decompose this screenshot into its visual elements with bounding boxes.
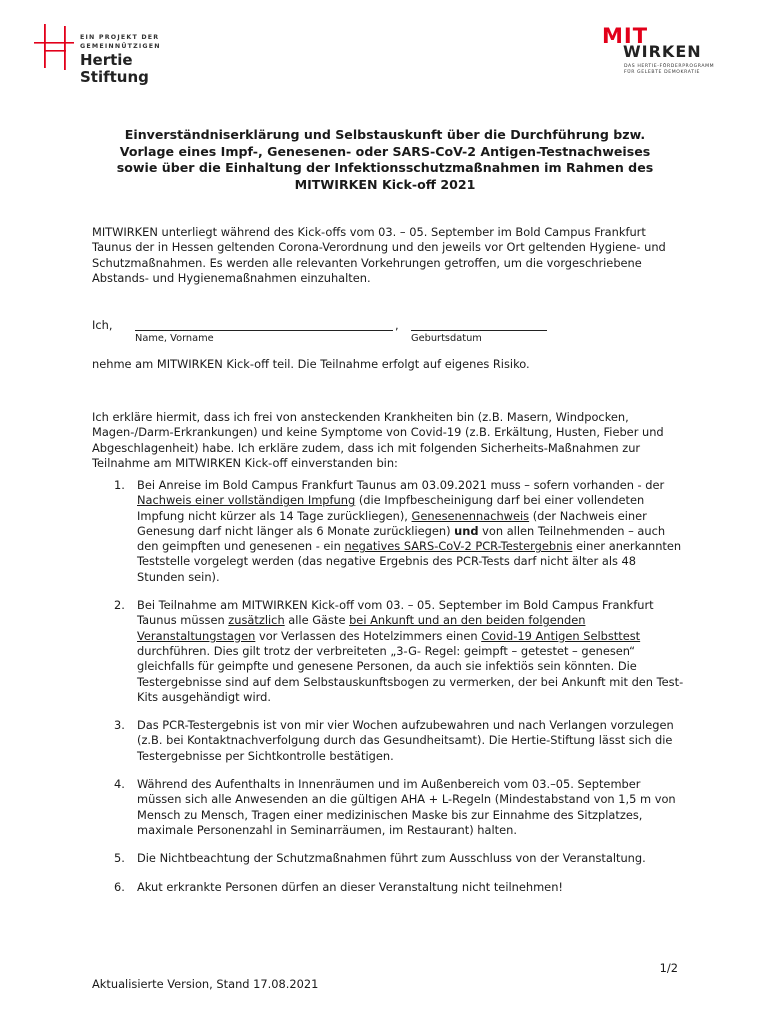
- mitwirken-logo-bottom: WIRKEN: [623, 42, 702, 61]
- underlined-text: bei Ankunft und an den beiden folgenden Veranstaltungstagen: [137, 613, 586, 643]
- condition-text: (die Impfbescheinigung darf bei einer vollendeten Impfung nicht kürzer als 14 Tage zurückliegen),: [137, 493, 645, 523]
- condition-text: von allen Teilnehmenden – auch den geimpften und genesenen - ein: [137, 523, 666, 554]
- conditions-list: [92, 478, 684, 908]
- condition-text: durchführen. Dies gilt trotz der verbreiteten „3-G- Regel: geimpft – getestet – genesen“ gleichfalls für geimpfte und genesene Personen, da auch sie infektiös sein könnten. Die Testergebnisse sind auf dem Selbstauskunftsbogen zu vermerken, der bei Ankunft mit den Test-Kits ausgehändigt wird.: [137, 643, 684, 704]
- condition-text: Bei Teilnahme am MITWIRKEN Kick-off vom 03. – 05. September im Bold Campus Frankfurt Taunus müssen: [137, 598, 654, 628]
- mitwirken-logo-top: MIT: [602, 24, 649, 48]
- dob-field-label: Geburtsdatum: [411, 333, 482, 344]
- page-number: 1/2: [659, 961, 678, 975]
- list-number: 2.: [114, 598, 125, 613]
- list-item: [92, 718, 684, 764]
- title-line4: MITWIRKEN Kick-off 2021: [294, 176, 476, 192]
- ich-label: Ich,: [92, 318, 113, 332]
- list-item: [92, 777, 684, 838]
- hertie-name: [80, 52, 149, 86]
- list-item: [92, 880, 684, 895]
- version-footer: Aktualisierte Version, Stand 17.08.2021: [92, 977, 319, 991]
- condition-text: einer anerkannten Teststelle vorgelegt werden (das negative Ergebnis des PCR-Tests darf nicht älter als 48 Stunden sein).: [137, 539, 682, 584]
- underlined-text: Covid-19 Antigen Selbsttest: [481, 628, 641, 643]
- mitwirken-tagline-line2: FÜR GELEBTE DEMOKRATIE: [624, 70, 700, 75]
- condition-text: Bei Anreise im Bold Campus Frankfurt Taunus am 03.09.2021 muss – sofern vorhanden - der: [137, 478, 665, 492]
- hertie-tagline-line1: EIN PROJEKT DER: [80, 34, 160, 41]
- mitwirken-tagline: [624, 64, 714, 76]
- signature-comma: ,: [395, 318, 399, 332]
- condition-text: Das PCR-Testergebnis ist von mir vier Wochen aufzubewahren und nach Verlangen vorzulegen (z.B. bei Kontaktnachverfolgung durch das Gesundheitsamt). Die Hertie-Stiftung lässt sich die Testergebnisse per Sichtkontrolle bestätigen.: [137, 718, 674, 763]
- bold-text: und: [454, 523, 479, 538]
- list-number: 1.: [114, 478, 125, 492]
- condition-text: (der Nachweis einer Genesung darf nicht länger als 6 Monate zurückliegen): [137, 508, 647, 538]
- list-number: 4.: [114, 777, 125, 792]
- hertie-tagline-line2: GEMEINNÜTZIGEN: [80, 43, 161, 50]
- title-line2: Vorlage eines Impf-, Genesenen- oder SARS-CoV-2 Antigen-Testnachweises: [119, 143, 651, 159]
- list-number: 5.: [114, 851, 125, 866]
- list-number: 3.: [114, 718, 125, 733]
- mitwirken-tagline-line1: DAS HERTIE-FÖRDERPROGRAMM: [624, 64, 715, 69]
- hertie-logo-icon: [34, 24, 74, 74]
- condition-text: alle Gäste: [284, 613, 350, 628]
- title-line3: sowie über die Einhaltung der Infektionsschutzmaßnahmen im Rahmen des: [116, 160, 654, 175]
- underlined-text: zusätzlich: [228, 613, 285, 628]
- condition-text: Die Nichtbeachtung der Schutzmaßnahmen führt zum Ausschluss von der Veranstaltung.: [137, 851, 646, 866]
- hertie-tagline: [80, 33, 161, 51]
- intro-paragraph: MITWIRKEN unterliegt während des Kick-offs vom 03. – 05. September im Bold Campus Frankfurt Taunus der in Hessen geltenden Corona-Verordnung und den jeweils vor Ort geltenden Hygiene- und Schutzmaßnahmen. Es werden alle relevanten Vorkehrungen getroffen, um die vorgeschriebene Abstands- und Hygienemaßnahmen einzuhalten.: [92, 225, 666, 285]
- document-title: [95, 127, 675, 193]
- hertie-name-line2: Stiftung: [80, 68, 149, 86]
- participation-statement: nehme am MITWIRKEN Kick-off teil. Die Teilnahme erfolgt auf eigenes Risiko.: [92, 357, 530, 371]
- list-item: [92, 598, 684, 705]
- condition-text: vor Verlassen des Hotelzimmers einen: [255, 628, 482, 643]
- underlined-text: Nachweis einer vollständigen Impfung: [137, 493, 356, 508]
- hertie-name-line1: Hertie: [80, 51, 133, 69]
- list-item: [92, 478, 684, 585]
- title-line1: Einverständniserklärung und Selbstauskunft über die Durchführung bzw.: [124, 127, 646, 142]
- list-number: 6.: [114, 879, 125, 894]
- underlined-text: negatives SARS-CoV-2 PCR-Testergebnis: [344, 539, 573, 554]
- condition-text: Akut erkrankte Personen dürfen an dieser Veranstaltung nicht teilnehmen!: [137, 879, 563, 894]
- dob-field-line[interactable]: [411, 330, 547, 331]
- name-field-label: Name, Vorname: [135, 333, 214, 344]
- declaration-paragraph: Ich erkläre hiermit, dass ich frei von ansteckenden Krankheiten bin (z.B. Masern, Windpocken, Magen-/Darm-Erkrankungen) und keine Symptome von Covid-19 (z.B. Erkältung, Husten, Fieber und Abgeschlagenheit) habe. Ich erkläre zudem, dass ich mit folgenden Sicherheits-Maßnahmen zur Teilnahme am MITWIRKEN Kick-off einverstanden bin:: [92, 410, 664, 470]
- condition-text: Während des Aufenthalts in Innenräumen und im Außenbereich vom 03.–05. September müssen sich alle Anwesenden an die gültigen AHA + L-Regeln (Mindestabstand von 1,5 m von Mensch zu Mensch, Tragen einer medizinischen Maske bis zur Einnahme des Sitzplatzes, maximale Personenzahl in Seminarräumen, im Restaurant) halten.: [137, 777, 676, 837]
- underlined-text: Genesenennachweis: [411, 508, 530, 523]
- name-field-line[interactable]: [135, 330, 393, 331]
- list-item: [92, 851, 684, 866]
